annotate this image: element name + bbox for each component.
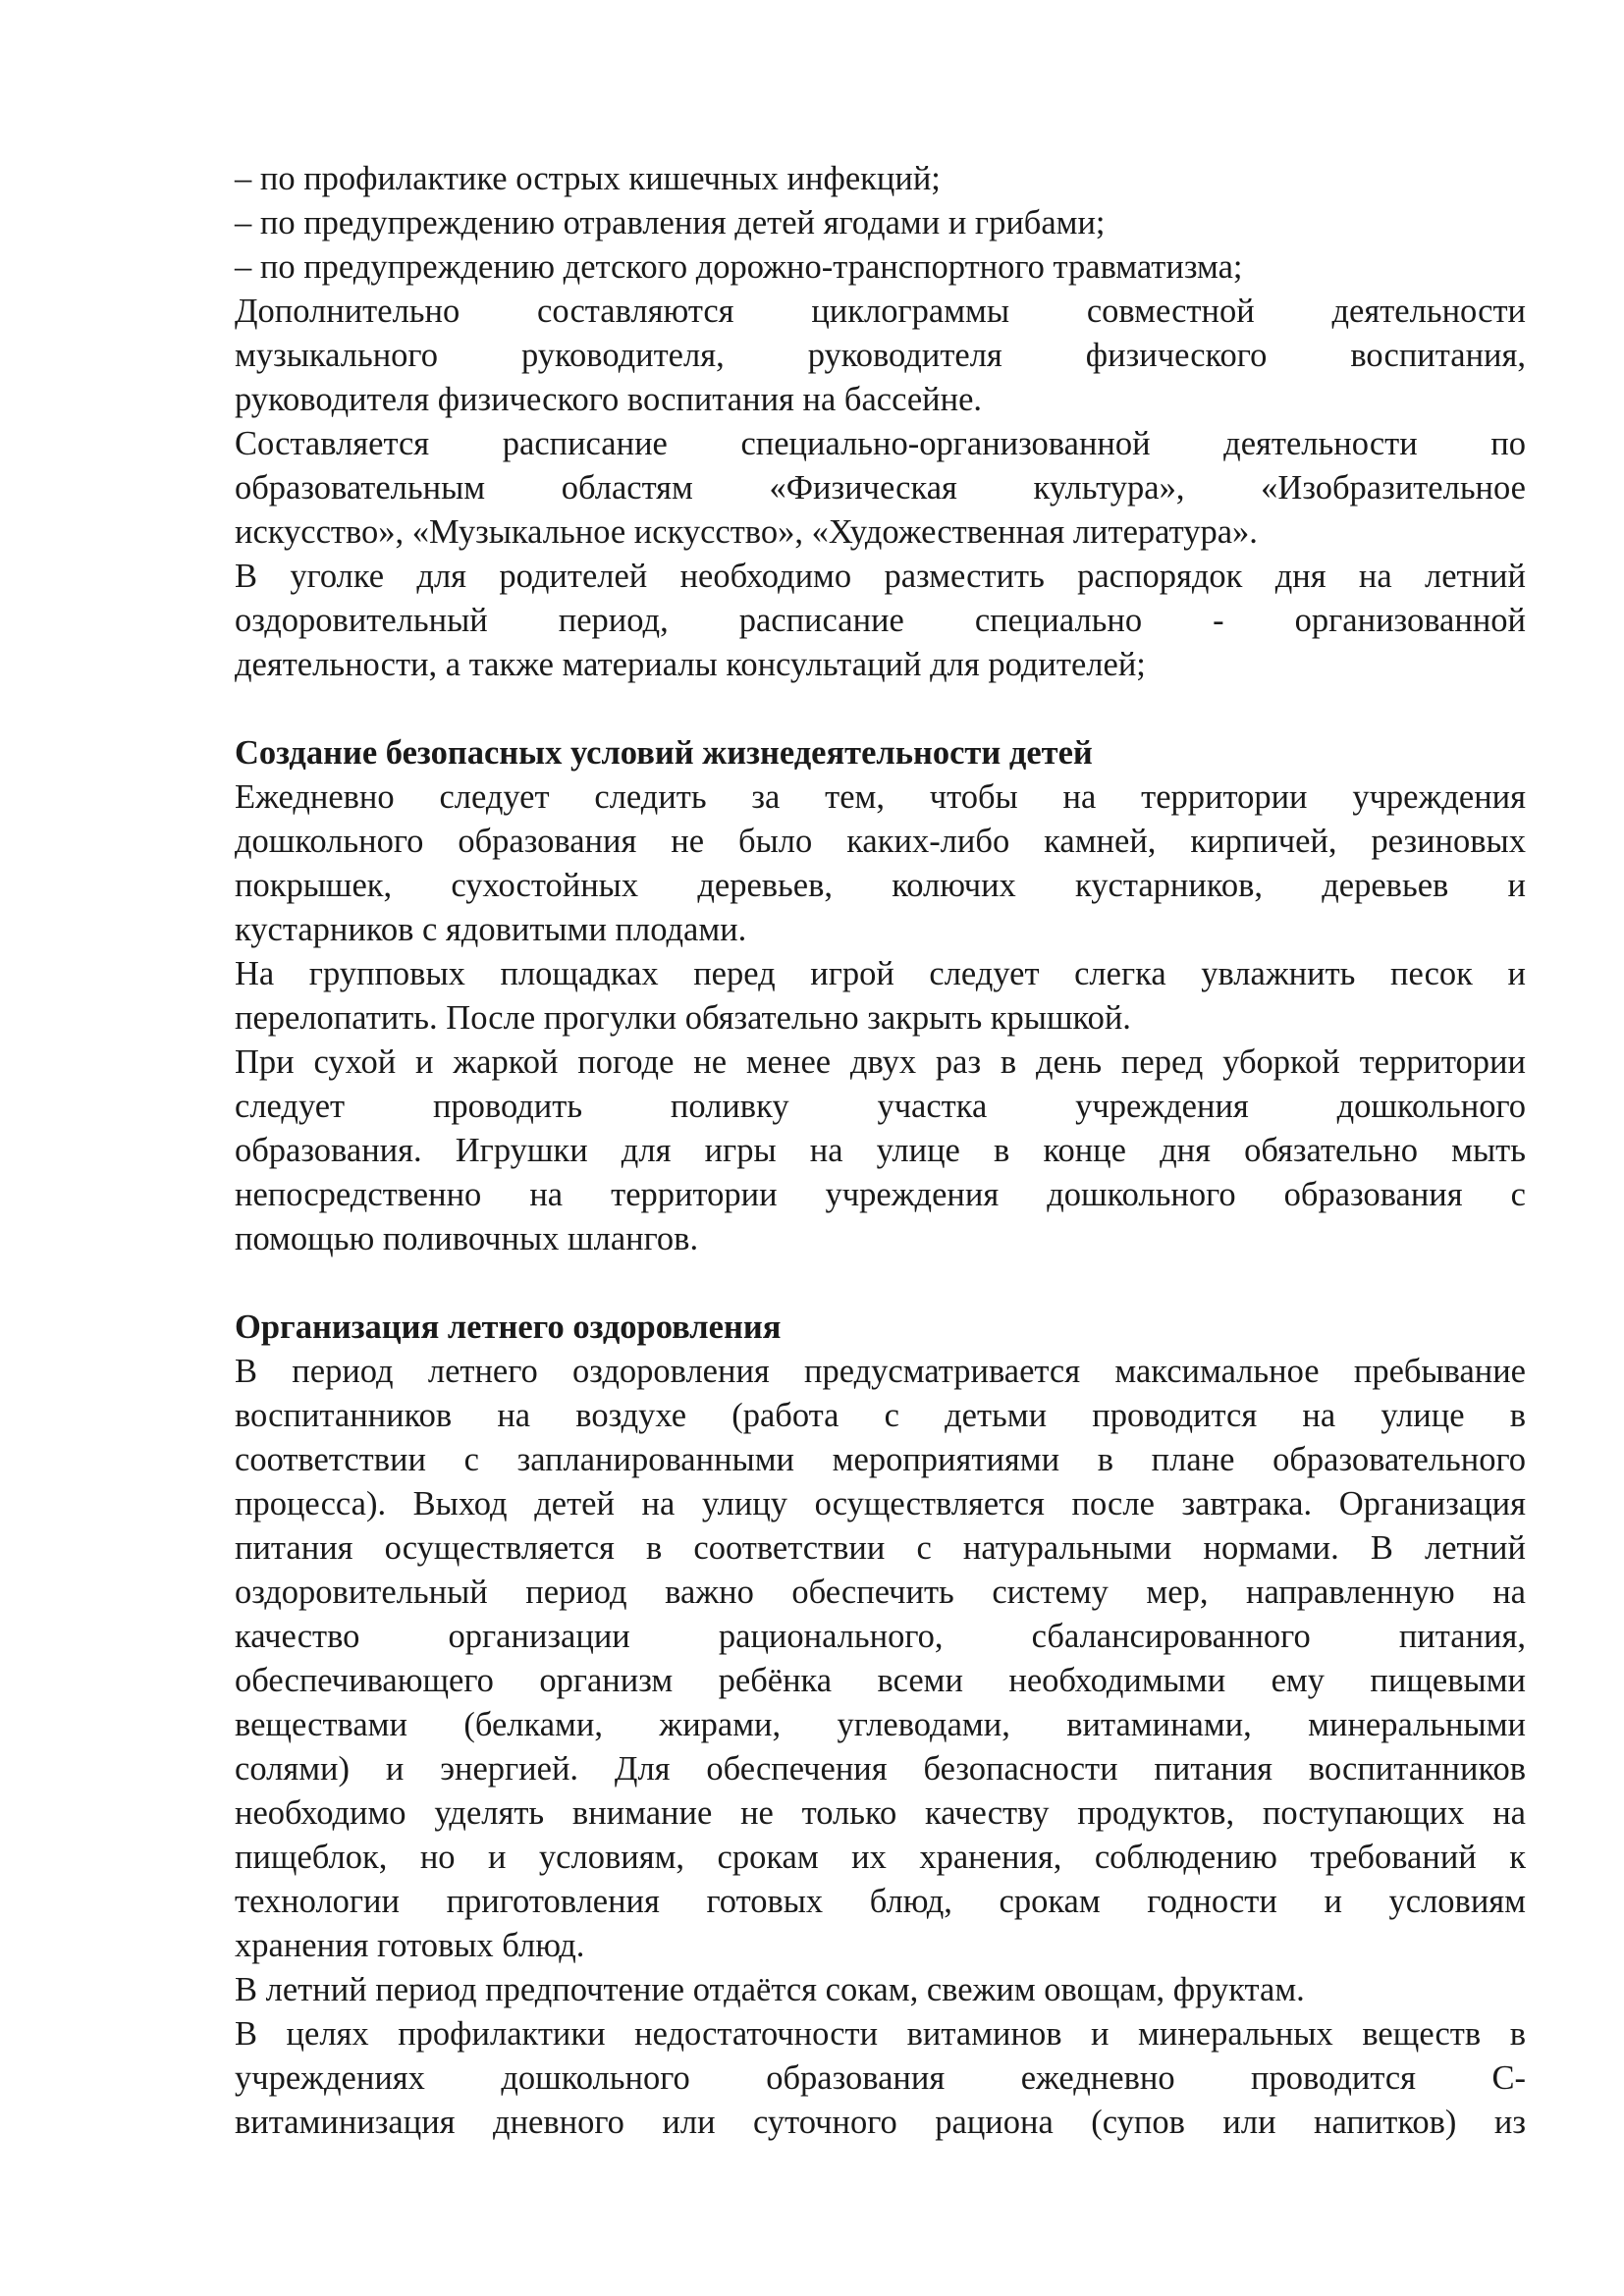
text-line: питания осуществляется в соответствии с натуральными нормами. В летний — [235, 1529, 1526, 1567]
text-line: оздоровительный период важно обеспечить систему мер, направленную на — [235, 1574, 1526, 1611]
text-line: деятельности, а также материалы консультаций для родителей; — [235, 646, 1146, 683]
text-line: оздоровительный период, расписание специально - организованной — [235, 602, 1526, 639]
text-line: В уголке для родителей необходимо разместить распорядок дня на летний — [235, 558, 1526, 595]
intro-list-item: – по профилактике острых кишечных инфекций; — [235, 160, 941, 197]
text-line: искусство», «Музыкальное искусство», «Художественная литература». — [235, 513, 1258, 551]
paragraph-schedule — [235, 422, 1526, 555]
text-line: следует проводить поливку участка учреждения дошкольного — [235, 1088, 1526, 1125]
text-line: В целях профилактики недостаточности витаминов и минеральных веществ в — [235, 2015, 1526, 2053]
paragraph-gap — [235, 1261, 1526, 1306]
paragraph-territory — [235, 775, 1526, 952]
text-line: образовательным областям «Физическая культура», «Изобразительное — [235, 469, 1526, 507]
intro-list-item: – по предупреждению детского дорожно-транспортного травматизма; — [235, 248, 1243, 286]
section-heading-safety: Создание безопасных условий жизнедеятельности детей — [235, 734, 1093, 772]
text-line: Дополнительно составляются циклограммы совместной деятельности — [235, 293, 1526, 330]
text-line: воспитанников на воздухе (работа с детьми проводится на улице в — [235, 1397, 1526, 1434]
paragraph-parents-corner — [235, 555, 1526, 687]
text-line: веществами (белками, жирами, углеводами, витаминами, минеральными — [235, 1706, 1526, 1743]
text-line: технологии приготовления готовых блюд, срокам годности и условиям — [235, 1883, 1526, 1920]
section-heading-summer: Организация летнего оздоровления — [235, 1308, 782, 1346]
intro-list-item: – по предупреждению отравления детей ягодами и грибами; — [235, 204, 1106, 241]
text-line: солями) и энергией. Для обеспечения безопасности питания воспитанников — [235, 1750, 1526, 1788]
text-line: Ежедневно следует следить за тем, чтобы на территории учреждения — [235, 778, 1526, 816]
text-line: Составляется расписание специально-организованной деятельности по — [235, 425, 1526, 462]
text-line: В период летнего оздоровления предусматривается максимальное пребывание — [235, 1353, 1526, 1390]
text-line: покрышек, сухостойных деревьев, колючих кустарников, деревьев и — [235, 867, 1526, 904]
text-line: качество организации рационального, сбалансированного питания, — [235, 1618, 1526, 1655]
text-line: непосредственно на территории учреждения дошкольного образования с — [235, 1176, 1526, 1213]
paragraph-cyclograms — [235, 290, 1526, 422]
paragraph-nutrition — [235, 1350, 1526, 1968]
paragraph-preference — [235, 1968, 1526, 2012]
text-line: соответствии с запланированными мероприятиями в плане образовательного — [235, 1441, 1526, 1478]
text-line: обеспечивающего организм ребёнка всеми необходимыми ему пищевыми — [235, 1662, 1526, 1699]
text-line: пищеблок, но и условиям, срокам их хранения, соблюдению требований к — [235, 1839, 1526, 1876]
text-line: кустарников с ядовитыми плодами. — [235, 911, 747, 948]
text-line: витаминизация дневного или суточного рациона (супов или напитков) из — [235, 2104, 1526, 2141]
text-line: При сухой и жаркой погоде не менее двух раз в день перед уборкой территории — [235, 1043, 1526, 1081]
text-line: необходимо уделять внимание не только качеству продуктов, поступающих на — [235, 1794, 1526, 1832]
text-line: хранения готовых блюд. — [235, 1927, 585, 1964]
text-line: музыкального руководителя, руководителя физического воспитания, — [235, 337, 1526, 374]
document-page — [235, 157, 1526, 2145]
text-line: образования. Игрушки для игры на улице в конце дня обязательно мыть — [235, 1132, 1526, 1169]
text-line: процесса). Выход детей на улицу осуществляется после завтрака. Организация — [235, 1485, 1526, 1522]
text-line: перелопатить. После прогулки обязательно закрыть крышкой. — [235, 999, 1131, 1037]
paragraph-playground — [235, 952, 1526, 1041]
paragraph-vitamins — [235, 2012, 1526, 2145]
text-line: учреждениях дошкольного образования ежедневно проводится С- — [235, 2059, 1526, 2097]
text-line: помощью поливочных шлангов. — [235, 1220, 699, 1257]
text-line: На групповых площадках перед игрой следует слегка увлажнить песок и — [235, 955, 1526, 992]
text-line: дошкольного образования не было каких-либо камней, кирпичей, резиновых — [235, 823, 1526, 860]
paragraph-watering — [235, 1041, 1526, 1261]
text-line: В летний период предпочтение отдаётся сокам, свежим овощам, фруктам. — [235, 1971, 1305, 2008]
text-line: руководителя физического воспитания на бассейне. — [235, 381, 983, 418]
paragraph-gap — [235, 687, 1526, 731]
